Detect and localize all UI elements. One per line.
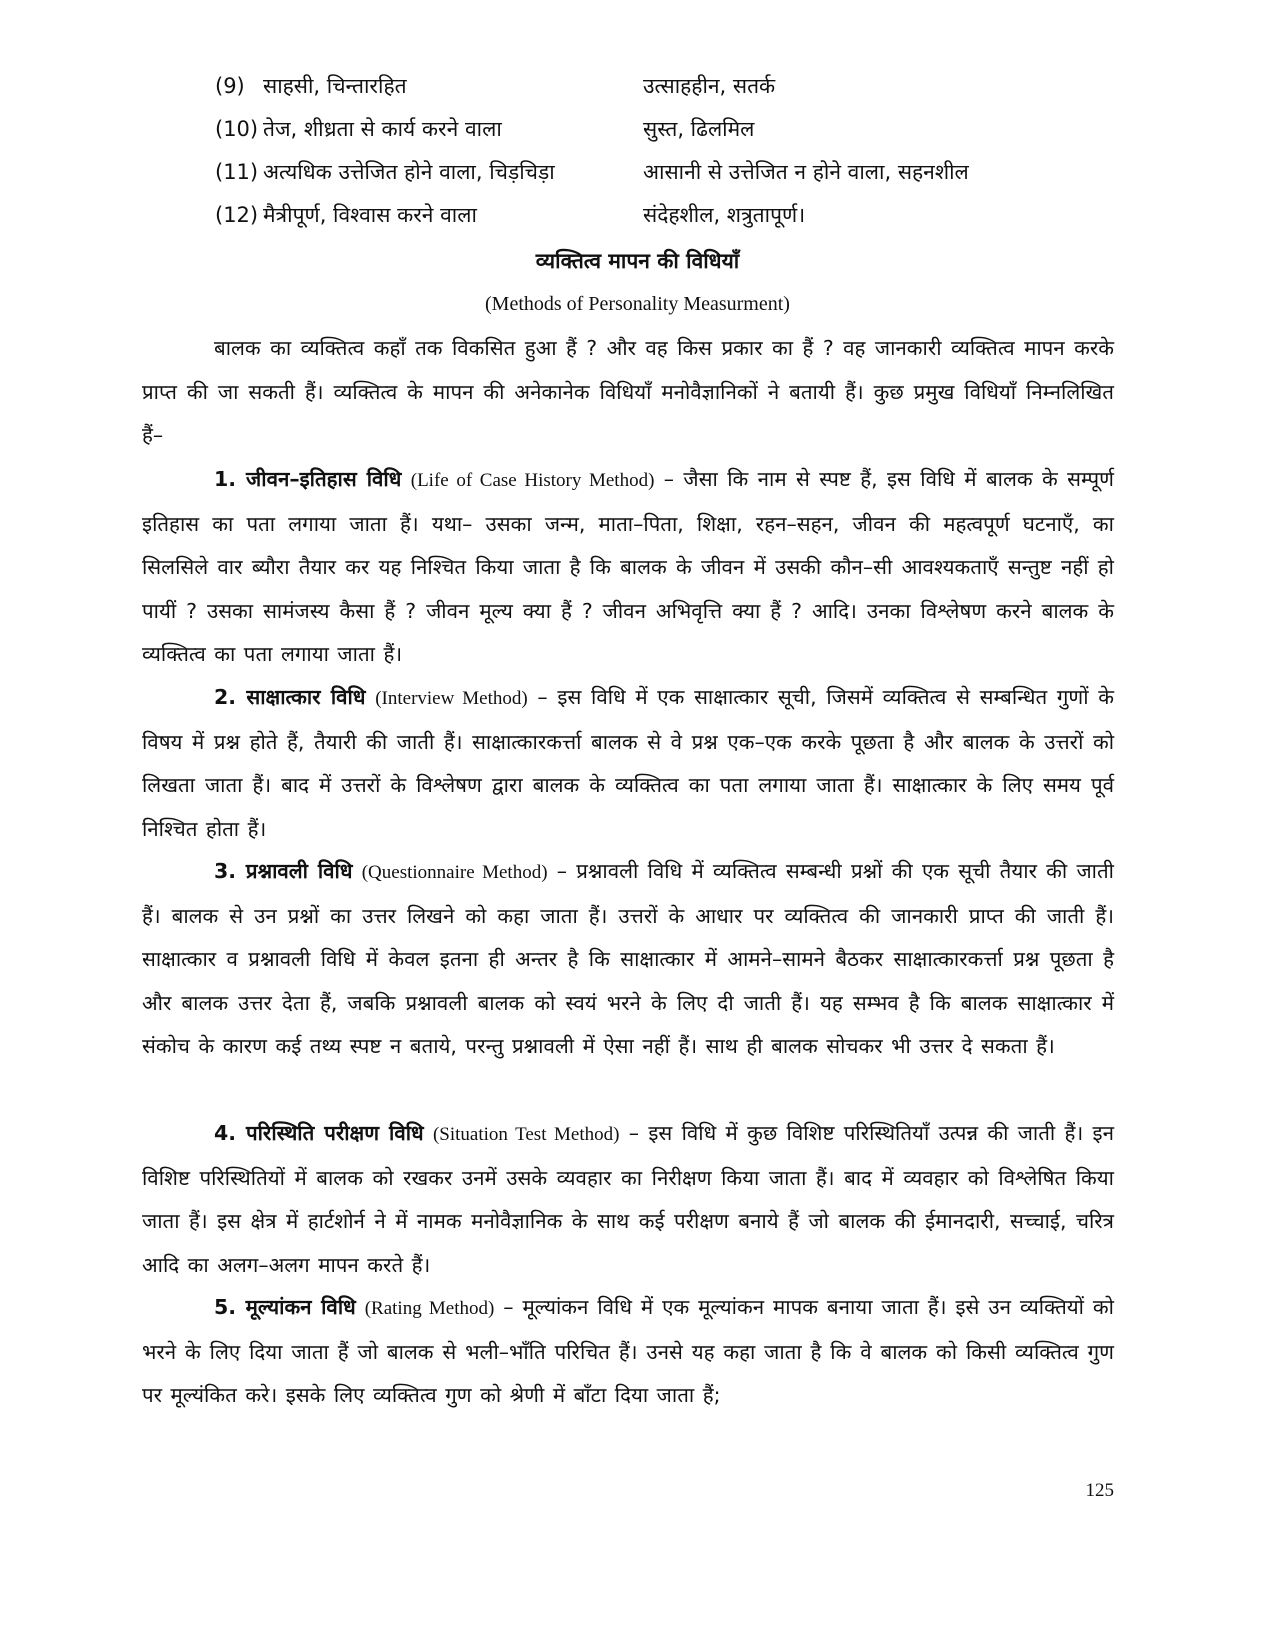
method-english-name: (Interview Method) [375,688,528,709]
method-title: 3. प्रश्नावली विधि [214,859,353,883]
method-title: 1. जीवन–इतिहास विधि [214,467,402,491]
method-title: 2. साक्षात्कार विधि [214,685,366,709]
trait-row-10 [215,109,755,149]
trait-left: साहसी, चिन्तारहित [263,74,407,98]
method-english-name: (Rating Method) [364,1298,495,1319]
method-english-name: (Situation Test Method) [432,1124,620,1145]
method-paragraph-1 [142,458,1114,677]
trait-number: (12) [215,203,259,227]
intro-paragraph: बालक का व्यक्तित्व कहाँ तक विकसित हुआ हैं ? और वह किस प्रकार का हैं ? वह जानकारी व्यक्तित्व मापन करके प्राप्त की जा सकती हैं। व्यक्तित्व के मापन की अनेकानेक विधियाँ मनोवैज्ञानिकों ने बतायी हैं। कुछ प्रमुख विधियाँ निम्नलिखित हैं– [142,336,1114,447]
trait-number: (10) [215,117,259,141]
method-paragraph-2 [142,676,1114,851]
method-english-name: (Life of Case History Method) [410,470,655,491]
trait-number: (11) [215,160,259,184]
page-number: 125 [1085,1480,1114,1501]
trait-right: आसानी से उत्तेजित न होने वाला, सहनशील [643,160,969,184]
method-paragraph-3 [142,850,1114,1069]
trait-right: सुस्त, ढिलमिल [643,117,755,141]
method-title: 4. परिस्थिति परीक्षण विधि [214,1121,424,1145]
trait-row-9 [215,66,776,106]
trait-row-11 [215,152,969,192]
trait-number: (9) [215,74,245,98]
section-heading-english: (Methods of Personality Measurment) [485,293,790,315]
trait-left: मैत्रीपूर्ण, विश्वास करने वाला [263,203,477,227]
method-paragraph-4 [142,1112,1114,1287]
method-title: 5. मूल्यांकन विधि [214,1295,356,1319]
trait-left: तेज, शीध्रता से कार्य करने वाला [263,117,502,141]
method-body: – जैसा कि नाम से स्पष्ट हैं, इस विधि में बालक के सम्पूर्ण इतिहास का पता लगाया जाता हैं। यथा– उसका जन्म, माता–पिता, शिक्षा, रहन–सहन, जीवन की महत्वपूर्ण घटनाएँ, का सिलसिले वार ब्यौरा तैयार कर यह निश्चित किया जाता है कि बालक के जीवन में उसकी कौन–सी आवश्यकताएँ सन्तुष्ट नहीं हो पायीं ? उसका सामंजस्य कैसा हैं ? जीवन मूल्य क्या हैं ? जीवन अभिवृत्ति क्या हैं ? आदि। उनका विश्लेषण करने बालक के व्यक्तित्व का पता लगाया जाता हैं। [142,467,1114,666]
section-heading: व्यक्तित्व मापन की विधियाँ [535,249,740,273]
trait-row-12 [215,195,806,235]
trait-left: अत्यधिक उत्तेजित होने वाला, चिड़चिड़ा [263,160,555,184]
method-body: – इस विधि में कुछ विशिष्ट परिस्थितियाँ उत्पन्न की जाती हैं। इन विशिष्ट परिस्थितियों में बालक को रखकर उनमें उसके व्यवहार का निरीक्षण किया जाता हैं। बाद में व्यवहार को विश्लेषित किया जाता हैं। इस क्षेत्र में हार्टशोर्न ने में नामक मनोवैज्ञानिक के साथ कई परीक्षण बनाये हैं जो बालक की ईमानदारी, सच्चाई, चरित्र आदि का अलग–अलग मापन करते हैं। [142,1121,1114,1277]
method-paragraph-5 [142,1286,1114,1418]
trait-right: उत्साहहीन, सतर्क [643,74,776,98]
trait-right: संदेहशील, शत्रुतापूर्ण। [643,203,806,227]
method-body: – इस विधि में एक साक्षात्कार सूची, जिसमें व्यक्तित्व से सम्बन्धित गुणों के विषय में प्रश्न होते हैं, तैयारी की जाती हैं। साक्षात्कारकर्त्ता बालक से वे प्रश्न एक–एक करके पूछता है और बालक के उत्तरों को लिखता जाता हैं। बाद में उत्तरों के विश्लेषण द्वारा बालक के व्यक्तित्व का पता लगाया जाता हैं। साक्षात्कार के लिए समय पूर्व निश्चित होता हैं। [142,685,1114,841]
method-body: – मूल्यांकन विधि में एक मूल्यांकन मापक बनाया जाता हैं। इसे उन व्यक्तियों को भरने के लिए दिया जाता हैं जो बालक से भली–भाँति परिचित हैं। उनसे यह कहा जाता है कि वे बालक को किसी व्यक्तित्व गुण पर मूल्यंकित करे। इसके लिए व्यक्तित्व गुण को श्रेणी में बाँटा दिया जाता हैं; [142,1295,1114,1407]
method-body: – प्रश्नावली विधि में व्यक्तित्व सम्बन्धी प्रश्नों की एक सूची तैयार की जाती हैं। बालक से उन प्रश्नों का उत्तर लिखने को कहा जाता हैं। उत्तरों के आधार पर व्यक्तित्व की जानकारी प्राप्त की जाती हैं। साक्षात्कार व प्रश्नावली विधि में केवल इतना ही अन्तर है कि साक्षात्कार में आमने–सामने बैठकर साक्षात्कारकर्त्ता प्रश्न पूछता है और बालक उत्तर देता हैं, जबकि प्रश्नावली बालक को स्वयं भरने के लिए दी जाती हैं। यह सम्भव है कि बालक साक्षात्कार में संकोच के कारण कई तथ्य स्पष्ट न बताये, परन्तु प्रश्नावली में ऐसा नहीं हैं। साथ ही बालक सोचकर भी उत्तर दे सकता हैं। [142,859,1114,1058]
method-english-name: (Questionnaire Method) [361,862,548,883]
